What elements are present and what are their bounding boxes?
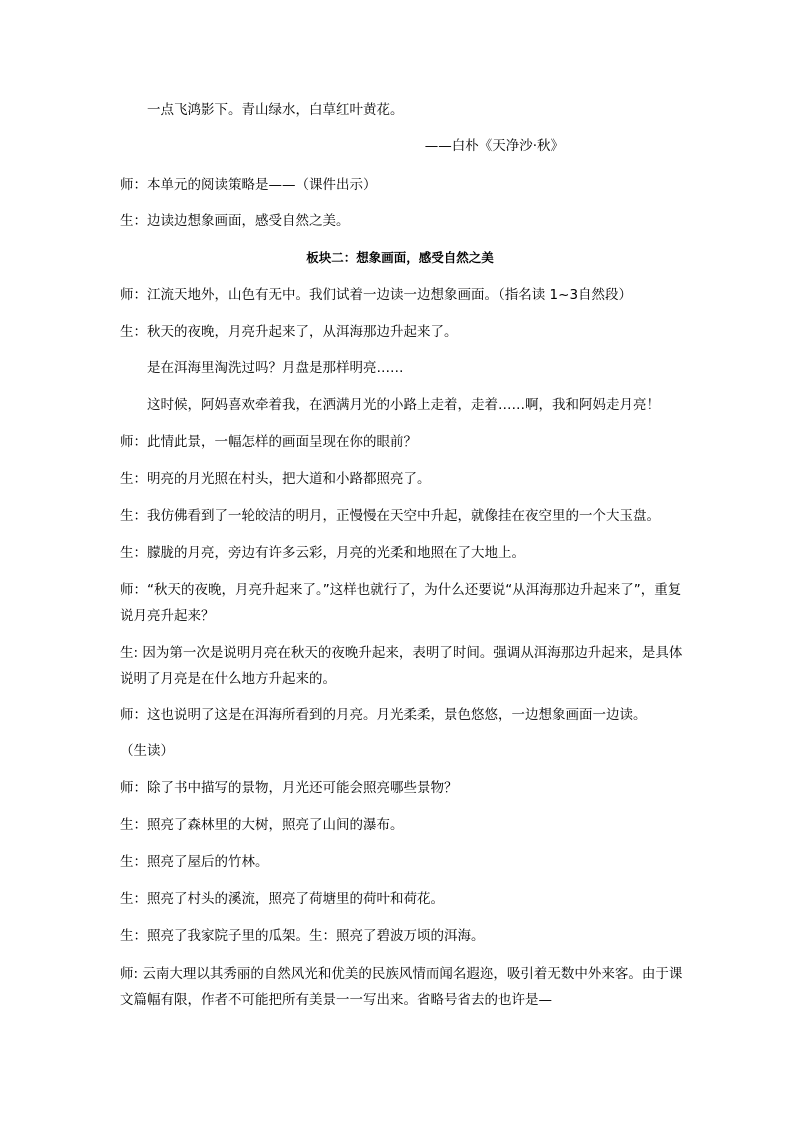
- poem-line: 一点飞鸿影下。青山绿水，白草红叶黄花。: [147, 102, 404, 118]
- teacher-line: 师：此情此景，一幅怎样的画面呈现在你的眼前？: [120, 434, 417, 450]
- teacher-line: 师：江流天地外，山色有无中。我们试着一边读一边想象画面。（指名读 1~3自然段）: [120, 287, 633, 303]
- teacher-line: 师：这也说明了这是在洱海所看到的月亮。月光柔柔，景色悠悠，一边想象画面一边读。: [120, 707, 647, 723]
- teacher-line: 师：本单元的阅读策略是——（课件出示）: [120, 177, 377, 193]
- text-excerpt-line: 这时候，阿妈喜欢牵着我，在洒满月光的小路上走着，走着……啊，我和阿妈走月亮！: [147, 397, 660, 413]
- student-line: 生：照亮了森林里的大树，照亮了山间的瀑布。: [120, 817, 404, 833]
- student-line: 生：秋天的夜晚，月亮升起来了，从洱海那边升起来了。: [120, 324, 458, 340]
- stage-direction: （生读）: [120, 743, 174, 759]
- teacher-line: 师：除了书中描写的景物，月光还可能会照亮哪些景物？: [120, 780, 458, 796]
- student-line: 生：照亮了村头的溪流，照亮了荷塘里的荷叶和荷花。: [120, 891, 444, 907]
- poem-attribution: ——白朴《天净沙·秋》: [424, 138, 564, 154]
- section-heading: 板块二：想象画面，感受自然之美: [306, 250, 494, 265]
- student-line: 生：边读边想象画面，感受自然之美。: [120, 213, 350, 229]
- student-line: 生: 因为第一次是说明月亮在秋天的夜晚升起来，表明了时间。强调从洱海那边升起来，是具体说明了月亮是在什么地方升起来的。: [120, 645, 683, 687]
- student-line: 生：我仿佛看到了一轮皎洁的明月，正慢慢在天空中升起，就像挂在夜空里的一个大玉盘。: [120, 508, 660, 524]
- student-line: 生：照亮了屋后的竹林。: [120, 854, 269, 870]
- student-line: 生：朦胧的月亮，旁边有许多云彩，月亮的光柔和地照在了大地上。: [120, 545, 525, 561]
- student-line: 生：照亮了我家院子里的瓜架。生：照亮了碧波万顷的洱海。: [120, 928, 485, 944]
- student-line: 生：明亮的月光照在村头，把大道和小路都照亮了。: [120, 471, 431, 487]
- text-excerpt-line: 是在洱海里淘洗过吗？月盘是那样明亮……: [147, 360, 404, 376]
- teacher-line: 师: 云南大理以其秀丽的自然风光和优美的民族风情而闻名遐迩，吸引着无数中外来客。由于课文篇幅有限，作者不可能把所有美景一一写出来。省略号省去的也许是—: [120, 966, 683, 1008]
- teacher-line: 师：“秋天的夜晚，月亮升起来了。”这样也就行了，为什么还要说“从洱海那边升起来了”，重复说月亮升起来？: [120, 582, 682, 624]
